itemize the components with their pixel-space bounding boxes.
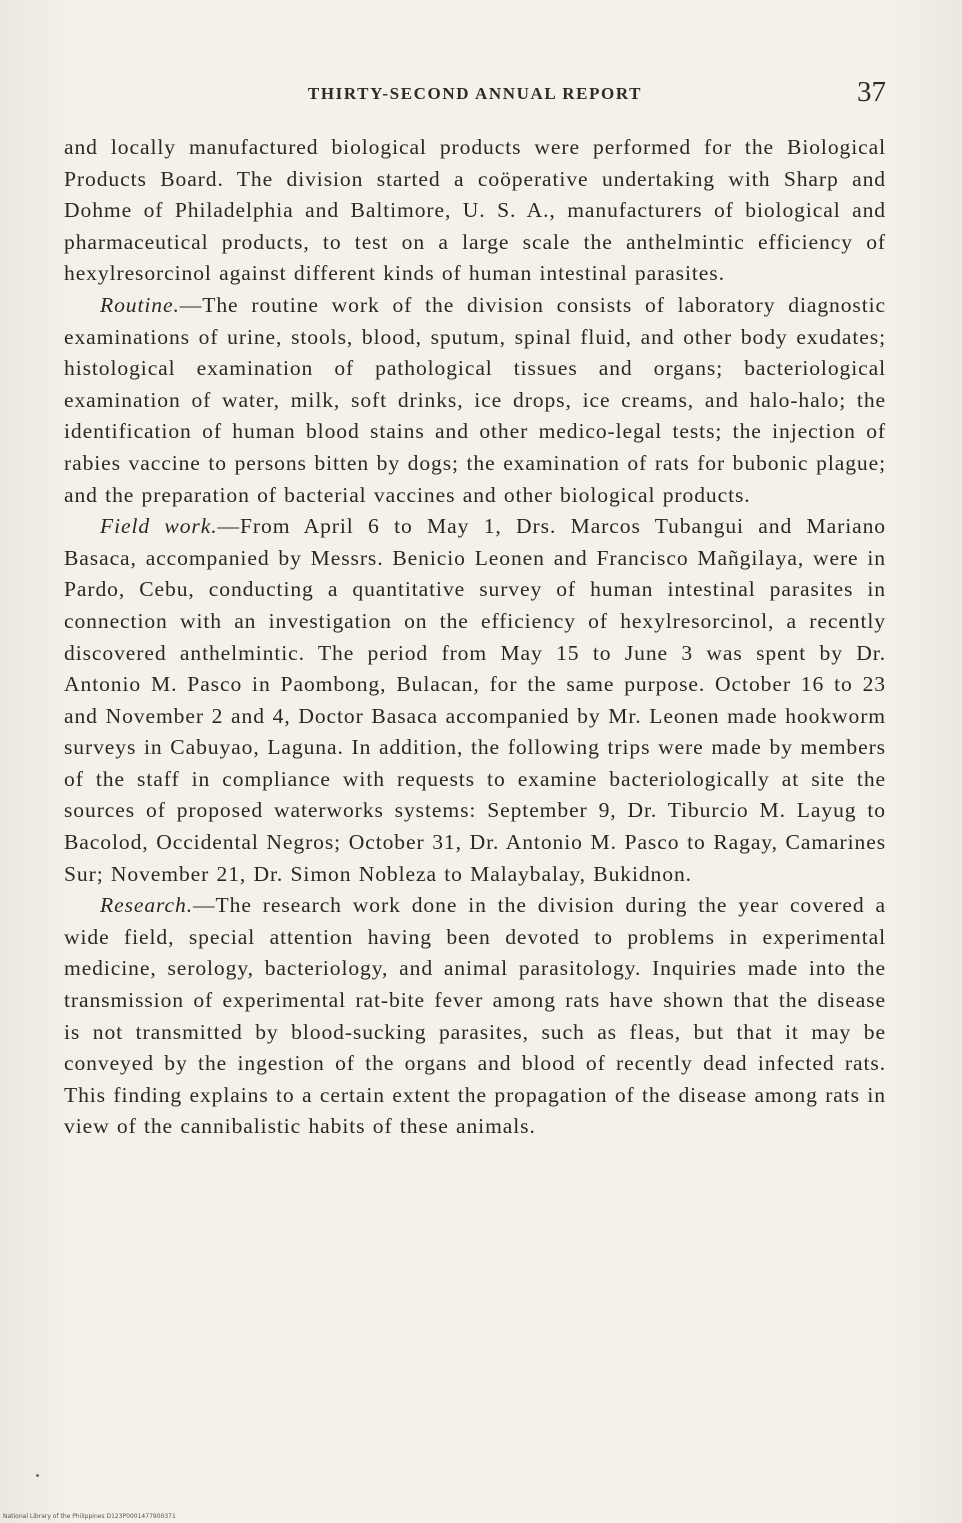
run-in-heading-routine: Routine. [100,292,180,317]
paragraph-continuation [64,132,886,290]
paragraph-text: —The research work done in the division during the year covered a wide field, special attention having been devoted to problems in experimental medicine, serology, bacteriology, and animal parasitology. Inquiries made into the transmission of experimental rat-bite fever among rats have shown that the disease is not transmitted by blood-sucking parasites, such as fleas, but that it may be conveyed by the ingestion of the organs and blood of recently dead infected rats. This finding explains to a certain extent the propagation of the disease among rats in view of the cannibalistic habits of these animals. [64,893,886,1139]
paragraph-research [64,890,886,1143]
paragraph-text: and locally manufactured biological products were performed for the Biological Products Board. The division started a coöperative undertaking with Sharp and Dohme of Philadelphia and Baltimore, U. S. A., manufacturers of biological and pharmaceutical products, to test on a large scale the anthelmintic efficiency of hexylresorcinol against different kinds of human intestinal parasites. [64,135,886,286]
scan-footer-note: National Library of the Philippines D123P0001477900371 [3,1513,176,1520]
run-in-heading-field-work: Field work. [100,514,218,539]
run-in-heading-research: Research. [100,893,194,918]
page-number: 37 [857,76,886,108]
paragraph-text: —From April 6 to May 1, Drs. Marcos Tubangui and Mariano Basaca, accompanied by Messrs. Benicio Leonen and Francisco Mañgilaya, were in Pardo, Cebu, conducting a quantitative survey of human intestinal parasites in connection with an investigation on the efficiency of hexylresorcinol, a recently discovered anthelmintic. The period from May 15 to June 3 was spent by Dr. Antonio M. Pasco in Paombong, Bulacan, for the same purpose. October 16 to 23 and November 2 and 4, Doctor Basaca accompanied by Mr. Leonen made hookworm surveys in Cabuyao, Laguna. In addition, the following trips were made by members of the staff in compliance with requests to examine bacteriologically at site the sources of proposed waterworks systems: September 9, Dr. Tiburcio M. Layug to Bacolod, Occidental Negros; October 31, Dr. Antonio M. Pasco to Ragay, Camarines Sur; November 21, Dr. Simon Nobleza to Malaybalay, Bukidnon. [64,514,886,886]
scan-speck [36,1474,39,1477]
paragraph-routine [64,290,886,511]
page-header [64,78,886,114]
body-text [64,132,886,1143]
running-title: THIRTY-SECOND ANNUAL REPORT [307,84,643,103]
paragraph-text: —The routine work of the division consists of laboratory diagnostic examinations of urine, stools, blood, sputum, spinal fluid, and other body exudates; histological examination of pathological tissues and organs; bacteriological examination of water, milk, soft drinks, ice drops, ice creams, and halo-halo; the identification of human blood stains and other medico-legal tests; the injection of rabies vaccine to persons bitten by dogs; the examination of rats for bubonic plague; and the preparation of bacterial vaccines and other biological products. [64,292,886,507]
paragraph-field-work [64,511,886,890]
